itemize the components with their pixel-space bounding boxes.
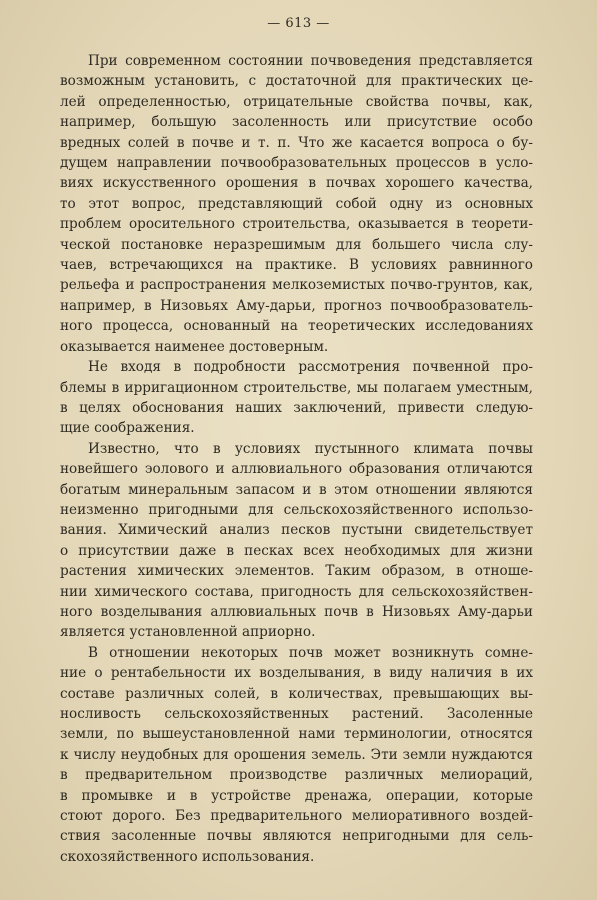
text-line: растения химических элементов. Таким образом, в отноше- <box>60 563 533 580</box>
text-line: щие соображения. <box>60 420 195 437</box>
text-line: ного процесса, основанный на теоретических исследованиях <box>60 318 533 335</box>
text-line: является установленной априорно. <box>60 624 316 641</box>
text-line: составе различных солей, в количествах, превышающих вы- <box>60 685 533 702</box>
text-line: вания. Химический анализ песков пустыни свидетельствует <box>60 522 533 539</box>
paragraph <box>60 51 533 357</box>
text-line: ние о рентабельности их возделывания, в виду наличия в их <box>60 665 533 682</box>
body-text <box>60 51 533 867</box>
text-line: о присутствии даже в песках всех необходимых для жизни <box>60 542 533 559</box>
text-line: например, в Низовьях Аму-дарьи, прогноз почвообразователь- <box>60 297 533 314</box>
paragraph <box>60 643 533 867</box>
text-line: новейшего эолового и аллювиального образования отличаются <box>60 461 533 478</box>
paragraph <box>60 439 533 643</box>
text-line: ствия засоленные почвы являются непригодными для сель- <box>60 828 533 845</box>
text-line: в целях обоснования наших заключений, привести следую- <box>60 399 533 416</box>
text-line: проблем оросительного строительства, оказывается в теорети- <box>60 216 533 233</box>
text-line: к числу неудобных для орошения земель. Эти земли нуждаются <box>60 746 533 763</box>
text-line: Не входя в подробности рассмотрения почвенной про- <box>88 359 533 376</box>
text-line: дущем направлении почвообразовательных процессов в усло- <box>60 155 533 172</box>
text-line: лей определенностью, отрицательные свойства почвы, как, <box>60 93 533 110</box>
text-line: земли, по вышеустановленной нами терминологии, относятся <box>60 726 533 743</box>
text-line: оказывается наименее достоверным. <box>60 338 329 355</box>
text-line: виях искусственного орошения в почвах хорошего качества, <box>60 175 533 192</box>
text-line: возможным установить, с достаточной для практических це- <box>60 73 533 90</box>
text-line: стоют дорого. Без предварительного мелиоративного воздей- <box>60 808 533 825</box>
text-line: например, большую засоленность или присутствие особо <box>60 114 533 131</box>
text-line: то этот вопрос, представляющий собой одну из основных <box>60 195 533 212</box>
text-line: в промывке и в устройстве дренажа, операции, которые <box>60 787 533 804</box>
paragraph <box>60 357 533 439</box>
text-line: неизменно пригодными для сельскохозяйственного использо- <box>60 501 533 518</box>
text-line: в предварительном производстве различных мелиораций, <box>60 767 533 784</box>
text-line: В отношении некоторых почв может возникнуть сомне- <box>88 644 533 661</box>
text-line: рельефа и распространения мелкоземистых почво-грунтов, как, <box>60 277 533 294</box>
text-line: вредных солей в почве и т. п. Что же касается вопроса о бу- <box>60 134 533 151</box>
text-line: Известно, что в условиях пустынного климата почвы <box>88 440 533 457</box>
text-line: чаев, встречающихся на практике. В условиях равнинного <box>60 257 533 274</box>
text-line: нии химического состава, пригодность для сельскохозяйствен- <box>60 583 533 600</box>
text-line: скохозяйственного использования. <box>60 848 315 865</box>
text-line: При современном состоянии почвоведения представляется <box>88 53 533 69</box>
text-line: носливость сельскохозяйственных растений. Засоленные <box>60 706 533 722</box>
text-line: ческой постановке неразрешимым для большего числа слу- <box>60 236 533 253</box>
text-line: богатым минеральным запасом и в этом отношении являются <box>60 481 533 498</box>
text-line: ного возделывания аллювиальных почв в Низовьях Аму-дарьи <box>60 603 533 620</box>
text-line: блемы в ирригационном строительстве, мы полагаем уместным, <box>60 379 533 396</box>
page-number: — 613 — <box>267 16 330 31</box>
